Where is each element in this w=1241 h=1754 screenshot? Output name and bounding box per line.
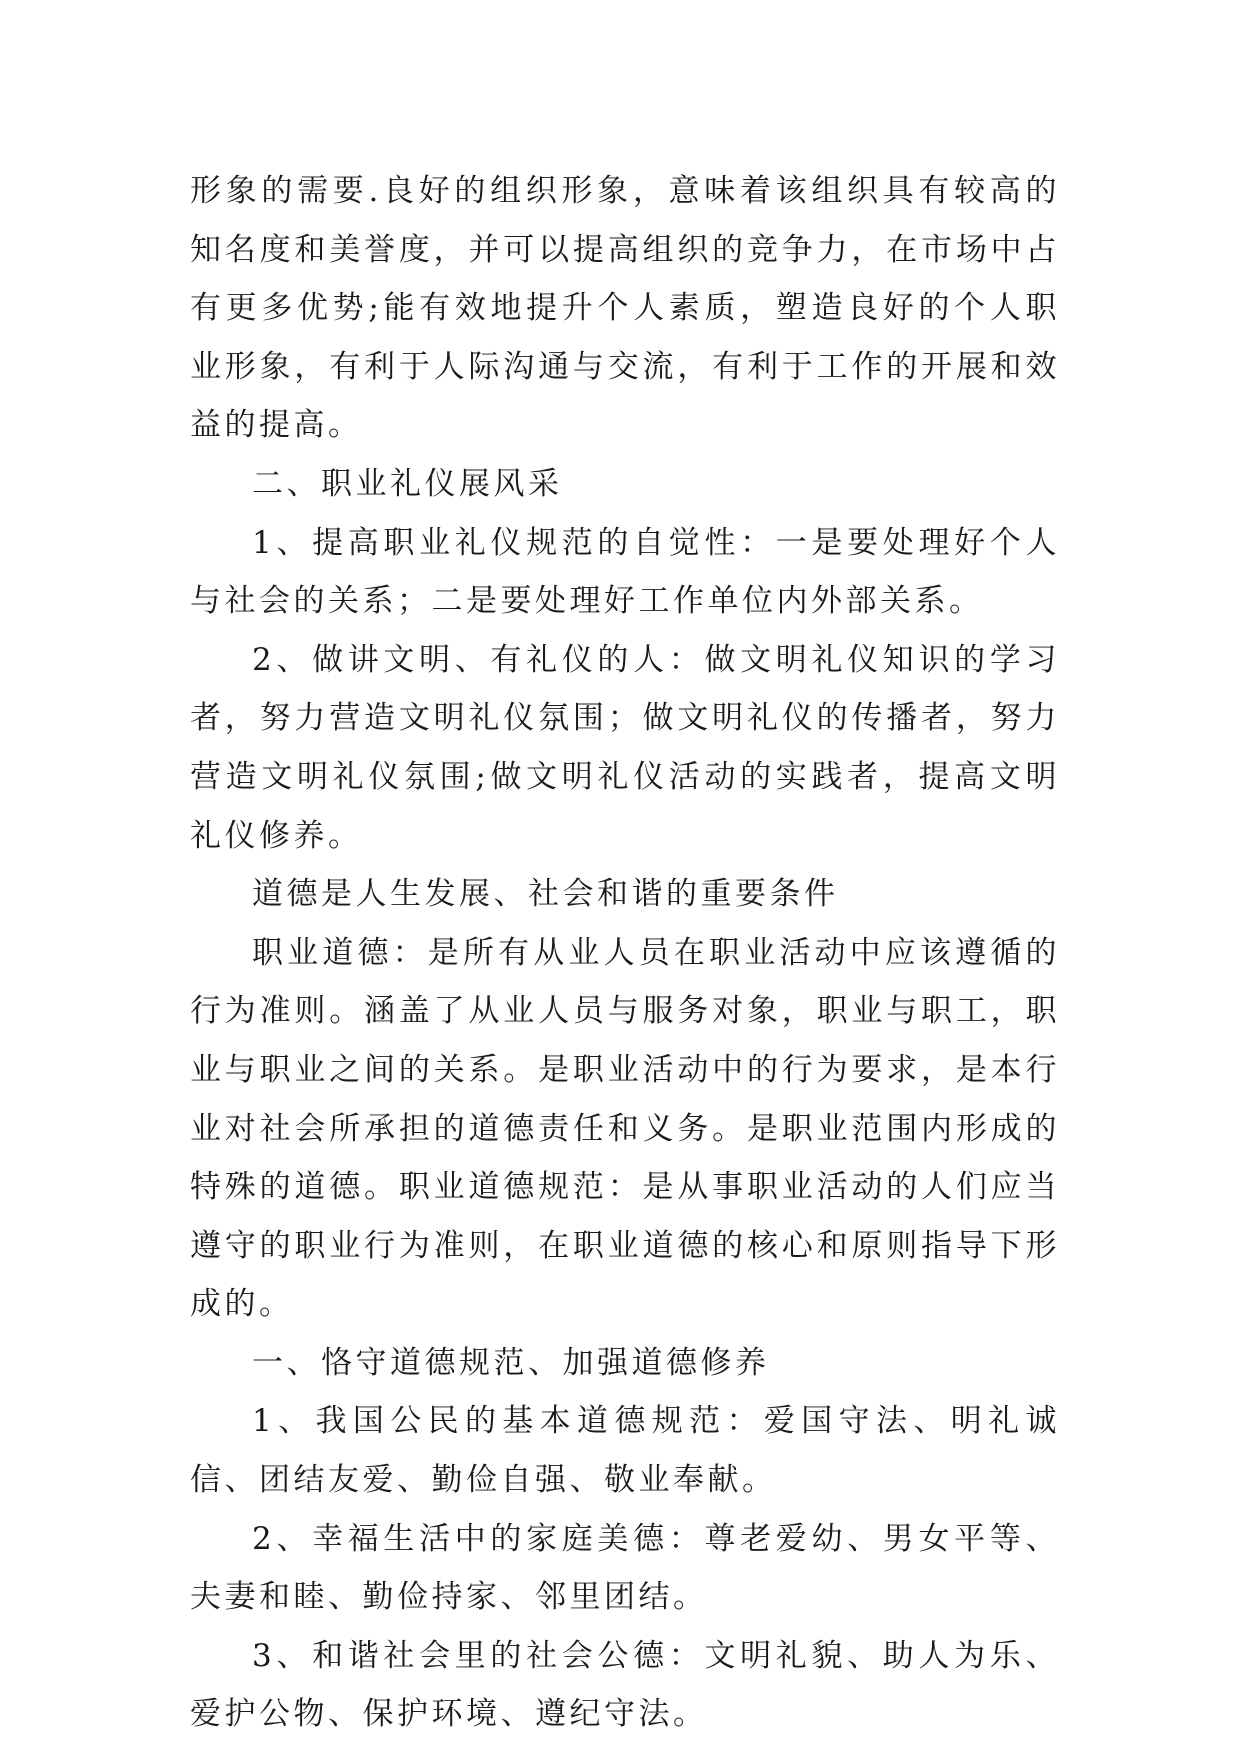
section-heading-moral-norms: 一、恪守道德规范、加强道德修养 [252, 1344, 770, 1381]
paragraph-continuation: 形象的需要.良好的组织形象，意味着该组织具有较高的知名度和美誉度，并可以提高组织的竞争力，在市场中占有更多优势;能有效地提升个人素质，塑造良好的个人职业形象，有利于人际沟通与交流，有利于工作的开展和效益的提高。 [190, 173, 1060, 444]
paragraph-moral-point-2: 2、幸福生活中的家庭美德：尊老爱幼、男女平等、夫妻和睦、勤俭持家、邻里团结。 [190, 1520, 1060, 1616]
paragraph-moral-point-3: 3、和谐社会里的社会公德：文明礼貌、助人为乐、爱护公物、保护环境、遵纪守法。 [190, 1637, 1060, 1733]
paragraph-professional-ethics: 职业道德：是所有从业人员在职业活动中应该遵循的行为准则。涵盖了从业人员与服务对象，职业与职工，职业与职业之间的关系。是职业活动中的行为要求，是本行业对社会所承担的道德责任和义务。是职业范围内形成的特殊的道德。职业道德规范：是从事职业活动的人们应当遵守的职业行为准则，在职业道德的核心和原则指导下形成的。 [190, 934, 1060, 1323]
paragraph-moral-point-1: 1、我国公民的基本道德规范：爱国守法、明礼诚信、团结友爱、勤俭自强、敬业奉献。 [190, 1403, 1060, 1499]
section-heading-morality: 道德是人生发展、社会和谐的重要条件 [252, 876, 839, 913]
section-heading-etiquette: 二、职业礼仪展风采 [252, 465, 563, 502]
paragraph-etiquette-point-1: 1、提高职业礼仪规范的自觉性：一是要处理好个人与社会的关系；二是要处理好工作单位内外部关系。 [190, 524, 1060, 620]
document-body [190, 162, 1060, 1744]
paragraph-etiquette-point-2: 2、做讲文明、有礼仪的人：做文明礼仪知识的学习者，努力营造文明礼仪氛围；做文明礼仪的传播者，努力营造文明礼仪氛围;做文明礼仪活动的实践者，提高文明礼仪修养。 [190, 641, 1060, 854]
